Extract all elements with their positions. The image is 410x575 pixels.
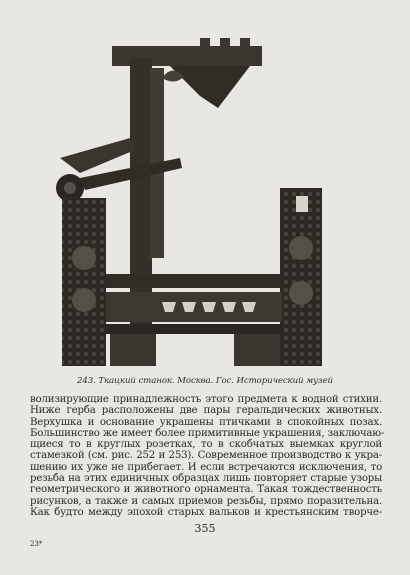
text-line: волизирующие принадлежность этого предмета к водной стихии. xyxy=(30,394,382,405)
text-line: Как будто между эпохой старых вальков и крестьянским творче- xyxy=(30,506,382,518)
text-line: Верхушка и основание украшены птичками в спокойных позах. xyxy=(30,416,382,428)
text-line: стамезкой (см. рис. 252 и 253). Современное производство к укра- xyxy=(30,450,382,462)
text-line: геометрического и животного орнамента. Такая тождественность xyxy=(30,484,382,496)
figure-caption: 243. Ткацкий станок. Москва. Гос. Исторический музей xyxy=(76,376,333,386)
text-line: рисунков, а также и самых приемов резьбы, прямо поразительна. xyxy=(30,495,382,507)
text-line: резьба на этих единичных образцах лишь повторяет старые узоры xyxy=(30,473,382,485)
text-line: шению их уже не прибегает. И если встречаются исключения, то xyxy=(30,461,382,473)
signature-mark: 23* xyxy=(30,540,43,548)
body-text xyxy=(30,394,385,518)
page-number: 355 xyxy=(194,522,216,535)
text-line: Ниже герба расположены две пары геральдических животных. xyxy=(30,405,382,417)
loom-photograph xyxy=(50,38,330,376)
text-line: щиеся то в круглых розетках, то в скобчатых выемках круглой xyxy=(30,439,382,451)
text-line: Большинство же имеет более примитивные украшения, заключаю- xyxy=(30,427,385,439)
